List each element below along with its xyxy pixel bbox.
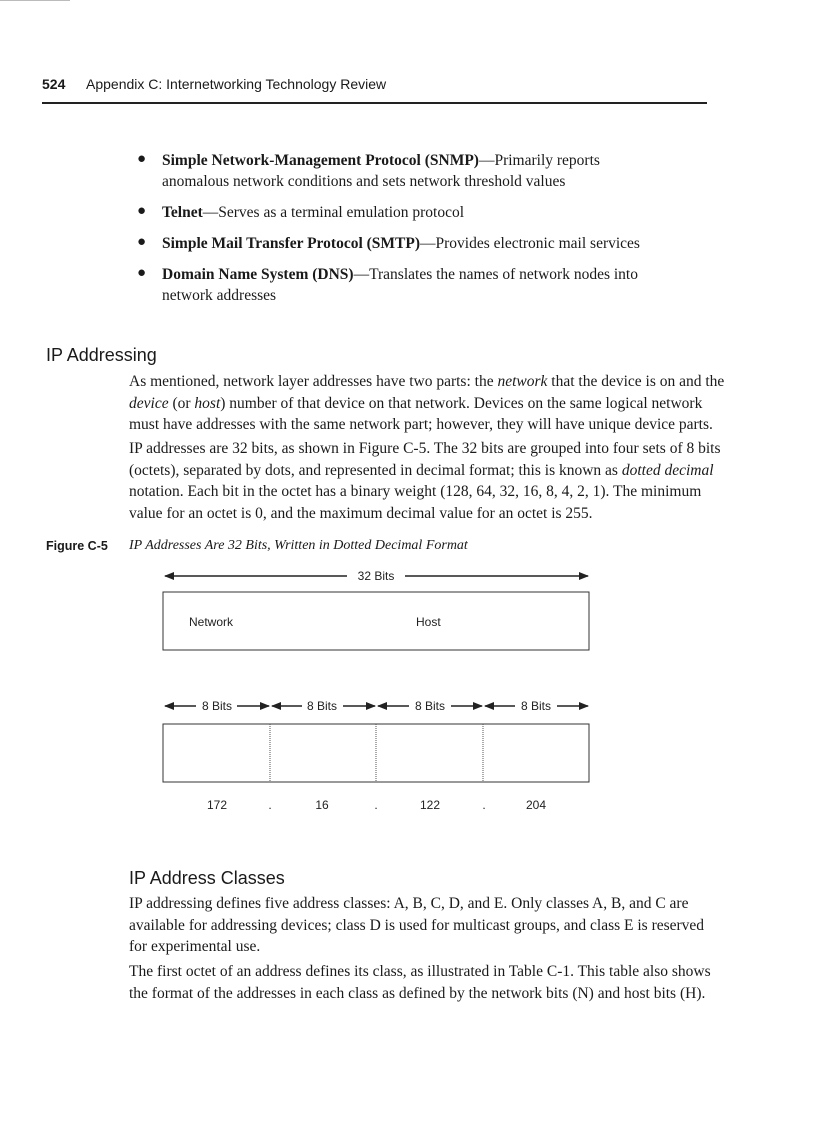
bullet-icon: ● <box>137 203 147 219</box>
octet-separator: . <box>268 798 272 812</box>
host-label: Host <box>416 615 441 629</box>
bullet-description-cont: anomalous network conditions and sets network threshold values <box>162 173 566 190</box>
text-line: IP addressing defines five address classes: A, B, C, D, and E. Only classes A, B, and C are <box>129 895 689 912</box>
emphasis-text: network <box>497 373 548 390</box>
octet-bits-label: 8 Bits <box>414 699 446 713</box>
text-run: that the device is on and the <box>547 373 725 390</box>
octet-value: 16 <box>315 798 329 812</box>
bullet-term: Simple Mail Transfer Protocol (SMTP) <box>162 235 421 252</box>
bullet-icon: ● <box>137 234 147 250</box>
running-head: Appendix C: Internetworking Technology Review <box>86 76 387 92</box>
text-run: ) number of that device on that network. Devices on the same logical network <box>220 394 703 412</box>
paragraph <box>129 893 709 958</box>
octet-value: 172 <box>206 798 228 812</box>
bullet-description: —Primarily reports <box>478 152 600 169</box>
crop-mark <box>0 0 70 1</box>
bullet-term: Domain Name System (DNS) <box>162 266 354 283</box>
page-number: 524 <box>42 76 66 92</box>
figure-label: Figure C-5 <box>46 539 108 553</box>
bullet-icon: ● <box>137 265 147 281</box>
bullet-description: —Serves as a terminal emulation protocol <box>202 204 465 221</box>
text-line: IP addresses are 32 bits, as shown in Figure C-5. The 32 bits are grouped into four sets of 8 bits <box>129 440 721 457</box>
bullet-term: Simple Network-Management Protocol (SNMP) <box>162 152 479 169</box>
text-run: As mentioned, network layer addresses have two parts: the <box>129 373 498 390</box>
emphasis-text: dotted decimal <box>621 461 714 479</box>
total-bits-label: 32 Bits <box>357 569 395 583</box>
page-header <box>42 74 707 104</box>
octet-value: 204 <box>525 798 547 812</box>
text-run: (octets), separated by dots, and represented in decimal format; this is known as <box>129 461 622 479</box>
text-line: available for addressing devices; class D is used for multicast groups, and class E is reserved <box>129 916 705 934</box>
octet-bits-label: 8 Bits <box>201 699 233 713</box>
octet-bits-label: 8 Bits <box>520 699 552 713</box>
subsection-heading: IP Address Classes <box>129 868 285 888</box>
section-heading: IP Addressing <box>46 345 157 365</box>
text-run: (or <box>168 394 195 412</box>
text-line: notation. Each bit in the octet has a binary weight (128, 64, 32, 16, 8, 4, 2, 1). The minimum <box>129 483 702 500</box>
octet-value: 122 <box>419 798 441 812</box>
emphasis-text: host <box>194 394 221 412</box>
bullet-description-cont: network addresses <box>162 287 277 304</box>
octet-bits-label: 8 Bits <box>306 699 338 713</box>
ip-address-diagram <box>0 560 816 820</box>
text-line: value for an octet is 0, and the maximum decimal value for an octet is 255. <box>129 504 593 522</box>
bullet-description: —Translates the names of network nodes into <box>353 266 638 283</box>
emphasis-text: device <box>129 394 169 412</box>
network-label: Network <box>189 615 234 629</box>
paragraph <box>129 371 725 436</box>
text-line: must have addresses with the same network part; however, they will have unique device parts. <box>129 416 713 433</box>
figure-caption: IP Addresses Are 32 Bits, Written in Dotted Decimal Format <box>129 538 468 553</box>
bullet-description: —Provides electronic mail services <box>420 235 640 252</box>
octet-separator: . <box>374 798 378 812</box>
bullet-term: Telnet <box>162 204 203 221</box>
text-line: the format of the addresses in each class as defined by the network bits (N) and host bits (H). <box>129 984 706 1002</box>
bullet-icon: ● <box>137 151 147 167</box>
text-line: for experimental use. <box>129 938 261 955</box>
paragraph <box>129 961 709 1004</box>
octet-separator: . <box>482 798 486 812</box>
text-line: The first octet of an address defines its class, as illustrated in Table C-1. This table also shows <box>129 963 711 980</box>
paragraph <box>129 438 721 524</box>
